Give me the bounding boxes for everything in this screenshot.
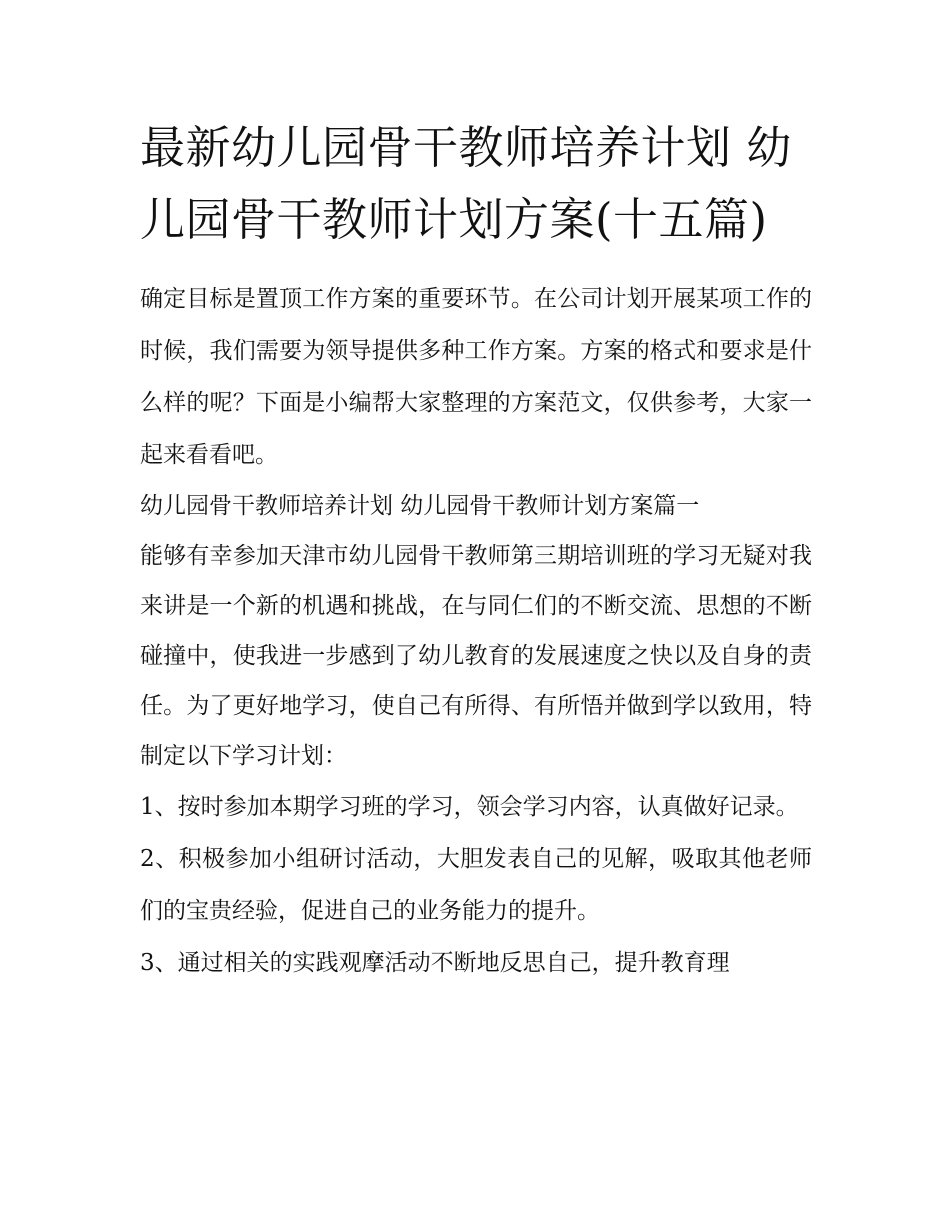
document-body: [140, 273, 812, 989]
list-item: 2、积极参加小组研讨活动，大胆发表自己的见解，吸取其他老师们的宝贵经验，促进自己的业务能力的提升。: [140, 846, 812, 924]
list-item: 3、通过相关的实践观摩活动不断地反思自己，提升教育理: [140, 950, 730, 976]
document-title: 最新幼儿园骨干教师培养计划 幼儿园骨干教师计划方案(十五篇): [140, 121, 792, 246]
list-item: 1、按时参加本期学习班的学习，领会学习内容，认真做好记录。: [140, 794, 799, 820]
intro-paragraph: 确定目标是置顶工作方案的重要环节。在公司计划开展某项工作的时候，我们需要为领导提供多种工作方案。方案的格式和要求是什么样的呢？下面是小编帮大家整理的方案范文，仅供参考，大家一起来看看吧。: [140, 286, 812, 468]
body-paragraph: 能够有幸参加天津市幼儿园骨干教师第三期培训班的学习无疑对我来讲是一个新的机遇和挑战，在与同仁们的不断交流、思想的不断碰撞中，使我进一步感到了幼儿教育的发展速度之快以及自身的责任。为了更好地学习，使自己有所得、有所悟并做到学以致用，特制定以下学习计划：: [140, 543, 812, 769]
section-heading: 幼儿园骨干教师培养计划 幼儿园骨干教师计划方案篇一: [140, 493, 700, 519]
